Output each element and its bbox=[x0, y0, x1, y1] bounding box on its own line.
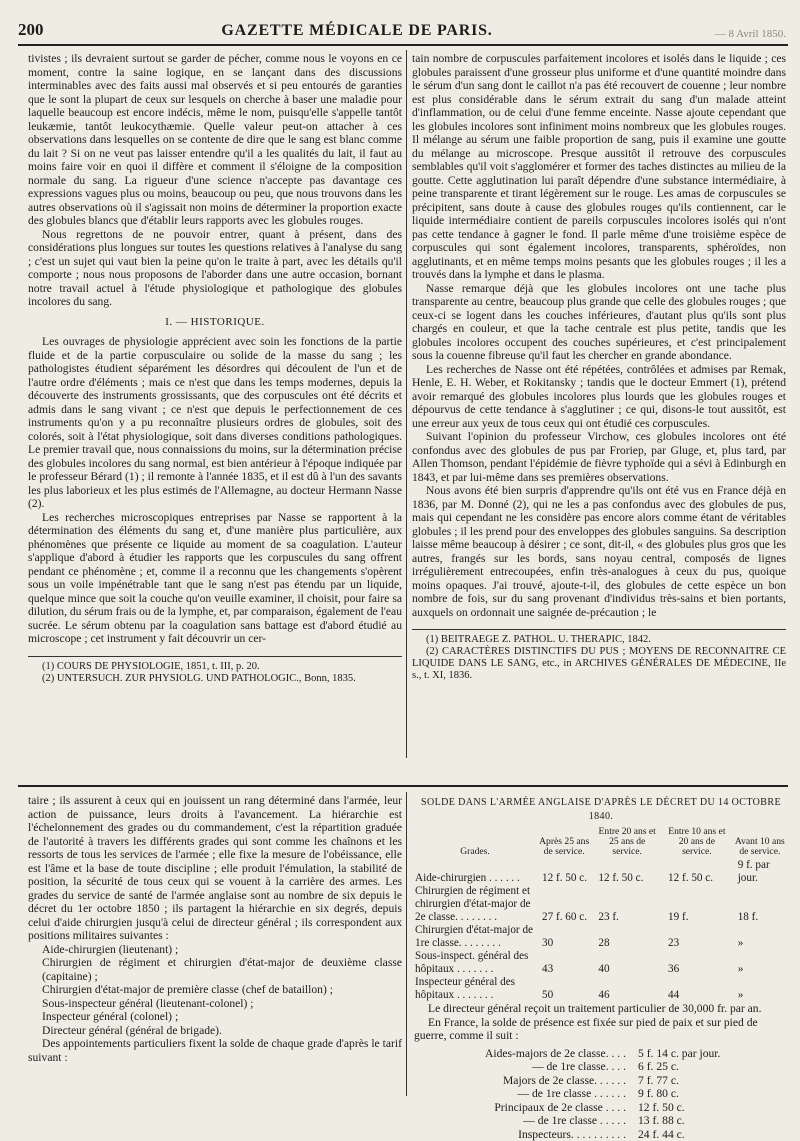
value-cell: » bbox=[732, 924, 788, 950]
paragraph: Nasse remarque déjà que les globules incolores ont une tache plus transparente au centre, beaucoup plus grande que celle des globules rouges ; que ceux-ci se logent dans les couches inférieures, d'autant plus qu'ils sont plus chargés en couleur, et que la tache centrale est plus petite, tandis que les globules incolores occupent des couches supérieures, et c'est principalement sous la couenne fibreuse qu'il faut les chercher en grande abondance. bbox=[412, 282, 786, 363]
footnote: (1) COURS DE PHYSIOLOGIE, 1851, t. III, p. 20. bbox=[28, 661, 402, 673]
paragraph: Nous avons été bien surpris d'apprendre qu'ils ont été vus en France déjà en 1836, par M. Donné (2), qui ne les a pas confondus avec des globules de pus, mais qui cependant ne les considère pas encore alors comme étant de véritables globules ; il les prend pour des enveloppes des globules sanguins. Sa description laisse même beaucoup à désirer ; ce sont, dit-il, « des globules plus gros que les autres, frangés sur les bords, sans noyau central, composés de lignes irrégulièrement entrecoupées, enfin très-analogues à ceux du pus, quoique moins opaques. J'ai trouvé, ajoute-t-il, des globules de cette espèce un bon nombre de fois, sur du sang provenant d'individus très-sains et bien portants, auxquels on ordonnait une saignée de-précaution ; le bbox=[412, 484, 786, 619]
paragraph: Les ouvrages de physiologie apprécient avec soin les fonctions de la partie fluide et de la partie corpusculaire ou solide de la masse du sang ; les pathologistes étudient séparément les désordres qui découlent de l'un et de l'autre ordre d'éléments ; mais ce n'est que dans les temps modernes, depuis la découverte des instruments grossissants, que des corpuscules ont été décrits et admis dans le sang vivant ; ce n'est que depuis le perfectionnement de ces instruments qu'on y a pu reconnaître plusieurs ordres de globules, soit des colorés, soit à l'état physiologique, soit dans diverses conditions pathologiques. Le premier travail que, nous connaissions du moins, sur la détermination précise des globules incolores du sang normal, est bien antérieur à l'époque indiquée par le professeur Bérard (1) ; il remonte à l'année 1835, et il est dû à l'un des savants les plus laborieux et les plus estimés de l'Allemagne, au docteur Hermann Nasse (2). bbox=[28, 335, 402, 511]
pay-value: 5 f. 14 c. par jour. bbox=[638, 1047, 758, 1061]
paragraph: Suivant l'opinion du professeur Virchow, ces globules incolores ont été confondus avec des globules de pus par Froriep, par Gluge, et, plus tard, par Allen Thomson, pendant l'épidémie de fièvre typhoïde qui a sévi à Edinburgh en 1843, et par lui-même dans ses premières observations. bbox=[412, 430, 786, 484]
value-cell: 12 f. 50 c. bbox=[662, 859, 732, 885]
pay-row bbox=[414, 1128, 788, 1141]
value-cell: 23 f. bbox=[592, 885, 662, 924]
value-cell: 12 f. 50 c. bbox=[536, 859, 592, 885]
pay-value: 9 f. 80 c. bbox=[638, 1087, 758, 1101]
pay-row bbox=[414, 1060, 788, 1074]
paragraph: taire ; ils assurent à ceux qui en jouissent un rang déterminé dans l'armée, leur action de puissance, leurs droits à l'avancement. La hiérarchie est l'échelonnement des grades ou du commandement, c'est la répartition graduée de l'autorité à travers les différents grades qui sont comme les chaînons et les ressorts de tous les services de l'armée ; elle fixe la mesure de l'obéissance, elle est l'âme et la base de toute discipline ; elle produit l'émulation, la stabilité de position, la sécurité de tous ceux qui se vouent à la carrière des armes. Les grades du service de santé de l'armée anglaise sont au nombre de six depuis le décret du 1er octobre 1850 ; ils partagent la hiérarchie en six degrés, depuis celui d'aide chirurgien jusqu'à celui de directeur général ; ils correspondent aux positions militaires suivantes : bbox=[28, 794, 402, 943]
table-title: SOLDE DANS L'ARMÉE ANGLAISE D'APRÈS LE DÉCRET DU 14 OCTOBRE 1840. bbox=[414, 796, 788, 823]
paragraph: tain nombre de corpuscules parfaitement incolores et isolés dans le liquide ; ces globules paraissent d'une grosseur plus uniforme et d'une quantité moindre dans le sérum d'un sang dont le caillot n'a pas été recouvert de couenne ; leur nombre est plus considérable dans le sérum extrait du sang d'un malade atteint d'inflammation, ou de celui d'une femme enceinte. Nasse ajoute cependant que les globules incolores sont infiniment moins nombreux que les globules rouges. Il mélange au sérum une faible proportion de sang, puis il examine une goutte du mélange au microscope. Presque aussitôt il retrouve des corpuscules semblables qu'il voit s'agglomérer et former des taches distinctes au milieu de la goutte. Cette agglutination lui paraît dépendre d'une substance intermédiaire, à peine transparente et tirant légèrement sur le rouge. Les amas de corpuscules se précipitent, sans doute à cause des globules rouges qu'ils contiennent, car le liquide intermédiaire contient de pareils corpuscules incolores isolés qui n'ont pas cette tendance à gagner le fond. Il parle même d'une troisième espèce de corpuscules qui sont également incolores, transparents, sphéroïdes, non agglutinants, et en même temps moins pesants que les globules rouges ; il les a trouvés dans la lymphe et dans le plasma. bbox=[412, 52, 786, 282]
pay-table bbox=[414, 827, 788, 1002]
grade-cell: Chirurgien d'état-major de 1re classe. . . . . . . . bbox=[414, 924, 536, 950]
bottom-right-column bbox=[414, 796, 788, 1141]
section-heading: I. — HISTORIQUE. bbox=[28, 316, 402, 330]
paragraph: Des appointements particuliers fixent la solde de chaque grade d'après le tarif suivant : bbox=[28, 1037, 402, 1064]
page-number: 200 bbox=[18, 20, 78, 40]
column-header: Avant 10 ans de service. bbox=[732, 827, 788, 859]
value-cell: 18 f. bbox=[732, 885, 788, 924]
value-cell: » bbox=[732, 976, 788, 1002]
value-cell: 46 bbox=[592, 976, 662, 1002]
footnotes bbox=[412, 634, 786, 682]
section-separator bbox=[18, 785, 788, 787]
bottom-left-column bbox=[28, 794, 402, 1064]
value-cell: 44 bbox=[662, 976, 732, 1002]
value-cell: 28 bbox=[592, 924, 662, 950]
pay-value: 6 f. 25 c. bbox=[638, 1060, 758, 1074]
value-cell: 40 bbox=[592, 950, 662, 976]
list-item: Chirurgien d'état-major de première classe (chef de bataillon) ; bbox=[28, 983, 402, 997]
pay-row bbox=[414, 1114, 788, 1128]
paragraph: tivistes ; ils devraient surtout se garder de pécher, comme nous le voyons en ce moment, contre la saine logique, en se lançant dans des discussions interminables avec des faits aussi mal observés et si peu entourés de garanties que le sont la plupart de ceux sur lesquels on cherche à baser une maladie pour laquelle beaucoup est encore indécis, même le nom, puisqu'elle s'appelle tantôt leukæmie, tantôt leukocythæmie. Quelle valeur peut-on attacher à ces observations dans lesquelles on se contente de dire que le sang est blanc comme du lait ? Si on ne veut pas laisser entendre qu'il a les qualités du lait, il faut au moins faire voir en quoi il diffère et comment il s'éloigne de la composition normale du sang. La rigueur d'une science n'accepte pas davantage ces expressions vagues plus ou moins, beaucoup ou peu, que nous trouvons dans les autres observations où il s'agissait non moins de déterminer la proportion exacte des globules blancs que d'établir leurs rapports avec les globules rouges. bbox=[28, 52, 402, 228]
value-cell: 50 bbox=[536, 976, 592, 1002]
table-header-row bbox=[414, 827, 788, 859]
bleed-through-text: — 8 Avril 1850. bbox=[636, 28, 786, 40]
value-cell: 23 bbox=[662, 924, 732, 950]
pay-label: — de 1re classe . . . . . bbox=[414, 1114, 638, 1128]
table-row bbox=[414, 976, 788, 1002]
column-divider bbox=[406, 50, 407, 758]
paragraph: Les recherches microscopiques entreprises par Nasse se rapportent à la détermination des éléments du sang et, d'une manière plus particulière, aux phénomènes que présente ce liquide au moment de sa coagulation. L'auteur s'applique d'abord à étudier les rapports que les corpuscules du sang offrent pendant ce phénomène ; et, comme il a reconnu que les changements s'opèrent sous un voile impénétrable tant que le sang n'est pas étendu par un liquide, quelque mince que soit la couche qu'on veuille examiner, il choisit, pour faire sa dilution, du sérum frais ou de la lymphe, et, par comparaison, également de l'eau sucrée. Le sérum obtenu par la coagulation sans battage est d'abord étudié au microscope ; cet instrument y fait découvrir un cer- bbox=[28, 511, 402, 646]
journal-title: GAZETTE MÉDICALE DE PARIS. bbox=[78, 22, 636, 40]
paragraph: Nous regrettons de ne pouvoir entrer, quant à présent, dans des considérations plus longues sur toutes les questions relatives à l'analyse du sang ; c'est un sujet qui vaut bien la peine qu'on le traite à part, avec les détails qu'il comporte ; nous nous proposons de l'aborder dans une autre occasion, bornant notre travail actuel à l'étude physiologique et pathologique des globules incolores du sang. bbox=[28, 228, 402, 309]
pay-value: 13 f. 88 c. bbox=[638, 1114, 758, 1128]
value-cell: 30 bbox=[536, 924, 592, 950]
column-divider bbox=[406, 792, 407, 1096]
table-row bbox=[414, 950, 788, 976]
list-item: Inspecteur général (colonel) ; bbox=[28, 1010, 402, 1024]
footnote-rule bbox=[28, 656, 402, 657]
pay-row bbox=[414, 1047, 788, 1061]
pay-list bbox=[414, 1047, 788, 1141]
footnote: (2) UNTERSUCH. ZUR PHYSIOLG. UND PATHOLOGIC., Bonn, 1835. bbox=[28, 673, 402, 685]
value-cell: 36 bbox=[662, 950, 732, 976]
table-row bbox=[414, 885, 788, 924]
value-cell: » bbox=[732, 950, 788, 976]
footnote: (2) CARACTÈRES DISTINCTIFS DU PUS ; MOYENS DE RECONNAITRE CE LIQUIDE DANS LE SANG, etc., in ARCHIVES GÉNÉRALES DE MÉDECINE, IIe s., t. XI, 1836. bbox=[412, 646, 786, 682]
paragraph: Les recherches de Nasse ont été répétées, contrôlées et admises par Remak, Henle, E. H. Weber, et Rokitansky ; tandis que le docteur Emmert (1), prétend avoir remarqué des globules incolores plus lourds que les globules rouges et dépourvus de cette tendance à s'agglutiner ; ce qui, disons-le tout aussitôt, est une erreur aux yeux de tous ceux qui ont étudié ces corpuscules. bbox=[412, 363, 786, 431]
value-cell: 43 bbox=[536, 950, 592, 976]
pay-row bbox=[414, 1101, 788, 1115]
pay-row bbox=[414, 1087, 788, 1101]
page-header bbox=[18, 6, 786, 40]
pay-value: 12 f. 50 c. bbox=[638, 1101, 758, 1115]
list-item: Directeur général (général de brigade). bbox=[28, 1024, 402, 1038]
grade-cell: Chirurgien de régiment et chirurgien d'état-major de 2e classe. . . . . . . . bbox=[414, 885, 536, 924]
grade-cell: Sous-inspect. général des hôpitaux . . . . . . . bbox=[414, 950, 536, 976]
value-cell: 12 f. 50 c. bbox=[592, 859, 662, 885]
pay-label: Majors de 2e classe. . . . . . bbox=[414, 1074, 638, 1088]
value-cell: 19 f. bbox=[662, 885, 732, 924]
right-column bbox=[412, 52, 786, 682]
value-cell: 9 f. par jour. bbox=[732, 859, 788, 885]
footnote: (1) BEITRAEGE Z. PATHOL. U. THERAPIC, 1842. bbox=[412, 634, 786, 646]
list-item: Sous-inspecteur général (lieutenant-colonel) ; bbox=[28, 997, 402, 1011]
pay-label: — de 1re classe . . . . . . bbox=[414, 1087, 638, 1101]
left-column bbox=[28, 52, 402, 685]
pay-row bbox=[414, 1074, 788, 1088]
pay-label: — de 1re classe. . . . bbox=[414, 1060, 638, 1074]
column-header: Entre 10 ans et 20 ans de service. bbox=[662, 827, 732, 859]
column-header: Grades. bbox=[414, 827, 536, 859]
grade-cell: Aide-chirurgien . . . . . . bbox=[414, 859, 536, 885]
pay-value: 7 f. 77 c. bbox=[638, 1074, 758, 1088]
footnote-rule bbox=[412, 629, 786, 630]
paragraph: En France, la solde de présence est fixée sur pied de paix et sur pied de guerre, comme il suit : bbox=[414, 1016, 788, 1043]
paragraph: Le directeur général reçoit un traitement particulier de 30,000 fr. par an. bbox=[414, 1002, 788, 1016]
pay-value: 24 f. 44 c. bbox=[638, 1128, 758, 1141]
pay-label: Principaux de 2e classe . . . . bbox=[414, 1101, 638, 1115]
list-item: Chirurgien de régiment et chirurgien d'état-major de deuxième classe (capitaine) ; bbox=[28, 956, 402, 983]
column-header: Entre 20 ans et 25 ans de service. bbox=[592, 827, 662, 859]
value-cell: 27 f. 60 c. bbox=[536, 885, 592, 924]
table-row bbox=[414, 924, 788, 950]
pay-label: Aides-majors de 2e classe. . . . bbox=[414, 1047, 638, 1061]
grade-cell: Inspecteur général des hôpitaux . . . . . . . bbox=[414, 976, 536, 1002]
pay-label: Inspecteurs. . . . . . . . . . bbox=[414, 1128, 638, 1141]
table-row bbox=[414, 859, 788, 885]
list-item: Aide-chirurgien (lieutenant) ; bbox=[28, 943, 402, 957]
footnotes bbox=[28, 661, 402, 685]
column-header: Après 25 ans de service. bbox=[536, 827, 592, 859]
header-rule bbox=[18, 44, 788, 46]
